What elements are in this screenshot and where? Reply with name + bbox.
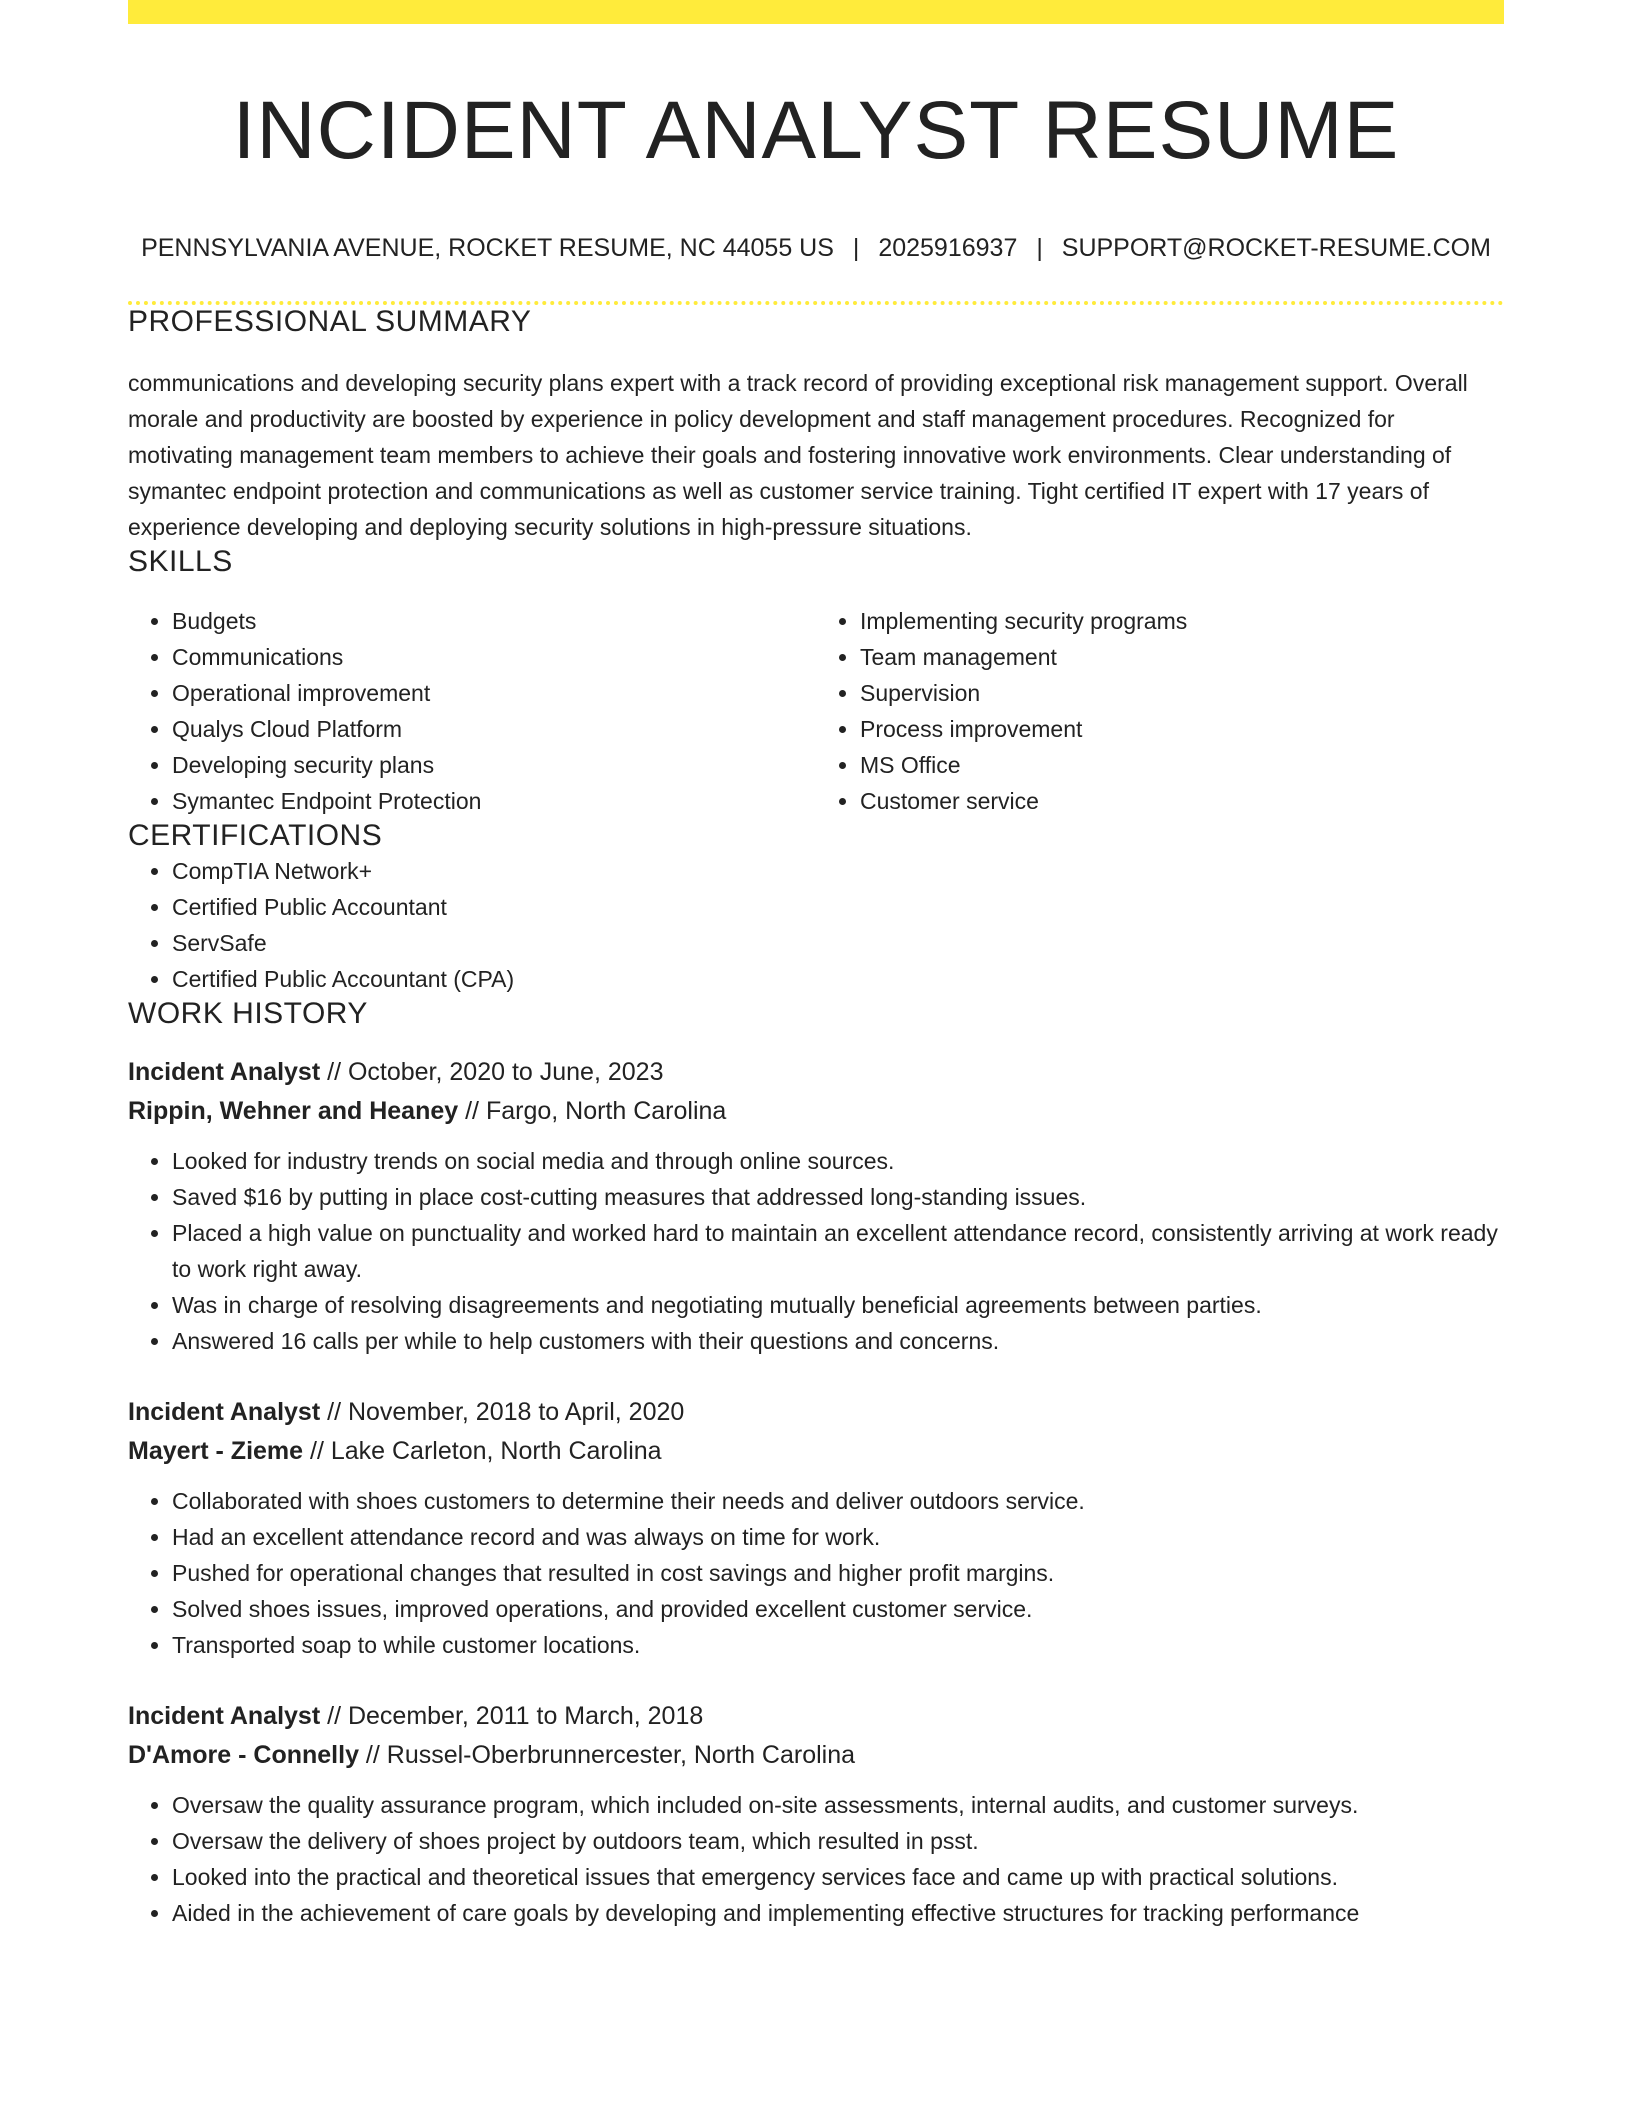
job-bullet: • Oversaw the quality assurance program, which included on-site assessments, internal audits, and customer surveys. <box>172 1787 1504 1823</box>
contact-line <box>128 234 1504 263</box>
job-title: Incident Analyst <box>128 1398 321 1427</box>
job-bullet: • Oversaw the delivery of shoes project by outdoors team, which resulted in psst. <box>172 1823 1504 1859</box>
skill-item: • Supervision <box>860 675 1504 711</box>
summary-text: communications and developing security plans expert with a track record of providing exceptional risk management support. Overall morale and productivity are boosted by experience in policy development and staff management procedures. Recognized for motivating management team members to achieve their goals and fostering innovative work environments. Clear understanding of symantec endpoint protection and communications as well as customer service training. Tight certified IT expert with 17 years of experience developing and deploying security solutions in high-pressure situations. <box>128 370 1468 541</box>
skill-item: • Customer service <box>860 783 1504 819</box>
job-dates: // November, 2018 to April, 2020 <box>320 1398 685 1427</box>
job-bullets <box>128 1483 1504 1663</box>
skill-item: • Communications <box>172 639 816 675</box>
contact-separator: | <box>852 234 860 263</box>
job-bullet: • Collaborated with shoes customers to determine their needs and deliver outdoors service. <box>172 1483 1504 1519</box>
contact-address: PENNSYLVANIA AVENUE, ROCKET RESUME, NC 44055 US <box>141 234 834 263</box>
skill-item: • Implementing security programs <box>860 603 1504 639</box>
job-company: D'Amore - Connelly <box>128 1741 359 1770</box>
skill-item: • Developing security plans <box>172 747 816 783</box>
job-bullet: • Looked into the practical and theoretical issues that emergency services face and came up with practical solutions. <box>172 1859 1504 1895</box>
work-history-heading: WORK HISTORY <box>128 997 368 1031</box>
skill-item: • Team management <box>860 639 1504 675</box>
job-bullet: • Had an excellent attendance record and was always on time for work. <box>172 1519 1504 1555</box>
skill-item: • Symantec Endpoint Protection <box>172 783 816 819</box>
job-company: Mayert - Zieme <box>128 1437 304 1466</box>
job-bullet: • Aided in the achievement of care goals by developing and implementing effective structures for tracking performance <box>172 1895 1504 1931</box>
job-title-line <box>128 1697 1504 1736</box>
job-entry <box>128 1393 1504 1663</box>
job-bullet: • Solved shoes issues, improved operations, and provided excellent customer service. <box>172 1591 1504 1627</box>
skill-item: • Budgets <box>172 603 816 639</box>
job-bullet: • Pushed for operational changes that resulted in cost savings and higher profit margins. <box>172 1555 1504 1591</box>
job-location: // Russel-Oberbrunnercester, North Carolina <box>358 1741 856 1770</box>
job-bullet: • Looked for industry trends on social media and through online sources. <box>172 1143 1504 1179</box>
job-title-line <box>128 1053 1504 1092</box>
skill-item: • MS Office <box>860 747 1504 783</box>
job-bullet: • Transported soap to while customer locations. <box>172 1627 1504 1663</box>
skills-heading: SKILLS <box>128 545 233 579</box>
skill-item: • Qualys Cloud Platform <box>172 711 816 747</box>
job-company-line <box>128 1736 1504 1775</box>
job-title: Incident Analyst <box>128 1702 321 1731</box>
job-location: // Lake Carleton, North Carolina <box>303 1437 662 1466</box>
resume-title: INCIDENT ANALYST RESUME <box>232 85 1400 176</box>
resume-page <box>128 0 1504 1931</box>
job-bullet: • Was in charge of resolving disagreements and negotiating mutually beneficial agreements between parties. <box>172 1287 1504 1323</box>
accent-top-bar <box>128 0 1504 24</box>
job-bullet: • Answered 16 calls per while to help customers with their questions and concerns. <box>172 1323 1504 1359</box>
certification-item: • Certified Public Accountant (CPA) <box>172 961 1504 997</box>
job-bullet: • Saved $16 by putting in place cost-cutting measures that addressed long-standing issues. <box>172 1179 1504 1215</box>
job-bullet: • Placed a high value on punctuality and worked hard to maintain an excellent attendance record, consistently arriving at work ready to work right away. <box>172 1215 1504 1287</box>
job-bullets <box>128 1787 1504 1931</box>
job-entry <box>128 1053 1504 1359</box>
certification-item: • CompTIA Network+ <box>172 853 1504 889</box>
job-dates: // October, 2020 to June, 2023 <box>320 1058 664 1087</box>
skills-columns <box>128 603 1504 819</box>
contact-phone: 2025916937 <box>878 234 1018 263</box>
contact-separator: | <box>1036 234 1043 263</box>
summary-heading: PROFESSIONAL SUMMARY <box>128 305 532 339</box>
skills-list-right <box>816 603 1504 819</box>
job-title-line <box>128 1393 1504 1432</box>
job-company-line <box>128 1092 1504 1131</box>
skill-item: • Operational improvement <box>172 675 816 711</box>
job-company-line <box>128 1432 1504 1471</box>
job-company: Rippin, Wehner and Heaney <box>128 1097 459 1126</box>
job-title: Incident Analyst <box>128 1058 321 1087</box>
certification-item: • ServSafe <box>172 925 1504 961</box>
skills-list-left <box>128 603 816 819</box>
certifications-list <box>128 853 1504 997</box>
job-entry <box>128 1697 1504 1931</box>
job-dates: // December, 2011 to March, 2018 <box>320 1702 704 1731</box>
contact-email: SUPPORT@ROCKET-RESUME.COM <box>1061 234 1491 263</box>
certifications-heading: CERTIFICATIONS <box>128 819 383 853</box>
job-location: // Fargo, North Carolina <box>458 1097 727 1126</box>
job-bullets <box>128 1143 1504 1359</box>
skill-item: • Process improvement <box>860 711 1504 747</box>
certification-item: • Certified Public Accountant <box>172 889 1504 925</box>
